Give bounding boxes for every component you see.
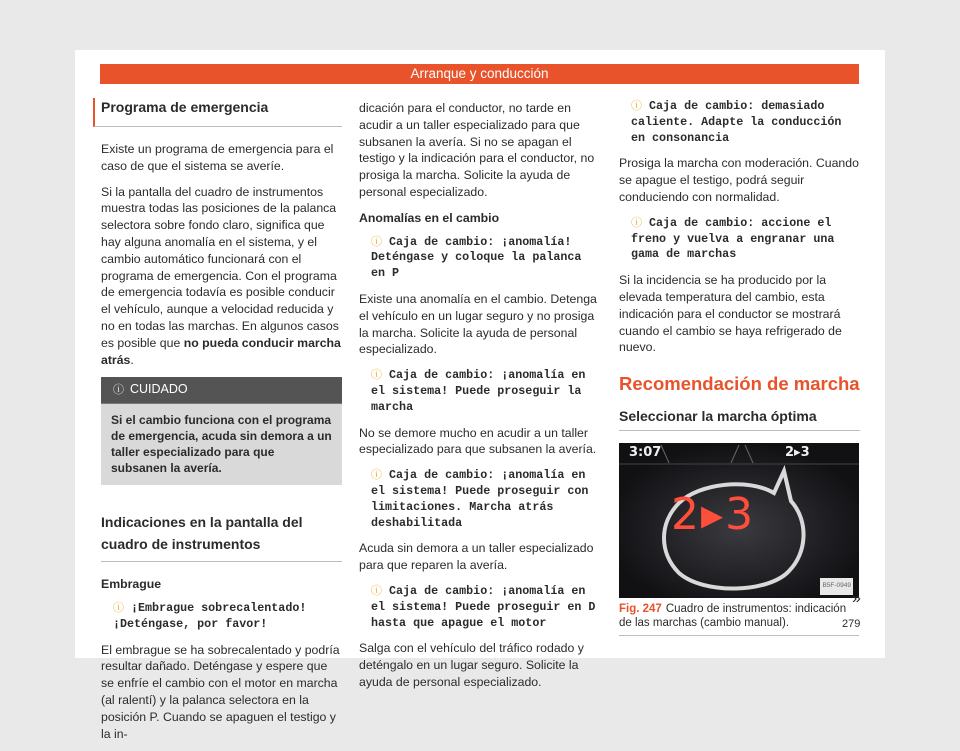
caution-box (101, 377, 342, 485)
warning-circle-icon: ⓘ (113, 383, 124, 397)
gear-indicator-large: 2▸3 (671, 488, 756, 540)
subheading-clutch: Embrague (101, 577, 162, 592)
driver-message: ⓘ Caja de cambio: demasiado caliente. Adapte la conducción en consonancia (631, 99, 842, 145)
paragraph: Si la incidencia se ha producido por la elevada temperatura del cambio, esta indicación para el conductor se mostrará cuando el cambio se haya refrigerado de nuevo. (619, 273, 842, 355)
paragraph: El embrague se ha sobrecalentado y podría resultar dañado. Deténgase y espere que se enfríe el cambio con el motor en marcha (al ralentí) y la palanca selectora en la posición P. Cuando se apaguen el testigo y la in- (101, 642, 340, 741)
figure-caption: Fig. 247 Cuadro de instrumentos: indicación de las marchas (cambio manual). (619, 602, 847, 630)
bold-text: no pueda conducir marcha atrás (101, 335, 341, 367)
warning-circle-icon: ⓘ (371, 583, 382, 597)
time-readout: 3:07 (629, 444, 662, 460)
paragraph: Si la pantalla del cuadro de instrumentos muestra todas las posiciones de la palanca selectora sobre fondo claro, significa que hay alguna anomalía en el sistema, y el cambio automático funcionará con el programa de emergencia. Con el programa de emergencia todavía es posible conducir el vehículo, aunque a velocidad reducida y no en todas las marchas. En algunos casos es posible que no pueda conducir marcha atrás. (101, 184, 341, 367)
driver-message: ⓘ Caja de cambio: accione el freno y vuelva a engranar una gama de marchas (631, 215, 835, 262)
column-3 (619, 98, 860, 636)
caution-text: Si el cambio funciona con el programa de emergencia, acuda sin demora a un taller especializado para que subsanen la avería. (101, 404, 342, 485)
paragraph: Acuda sin demora a un taller especializado para que reparen la avería. (359, 541, 594, 573)
subheading-optimal-gear: Seleccionar la marcha óptima (619, 408, 860, 431)
driver-message: ⓘ Caja de cambio: ¡anomalía en el sistema! Puede proseguir en D hasta que apague el motor (371, 583, 596, 630)
warning-circle-icon: ⓘ (631, 215, 642, 229)
section-heading-gear-recommendation: Recomendación de marcha (619, 373, 860, 395)
warning-circle-icon: ⓘ (113, 600, 124, 614)
figure-label: Fig. 247 (619, 602, 662, 615)
figure (619, 443, 859, 636)
section-heading-display: Indicaciones en la pantalla del cuadro de instrumentos (101, 511, 342, 562)
warning-circle-icon: ⓘ (371, 368, 382, 382)
continued-marker: » (852, 590, 861, 607)
driver-message: ⓘ Caja de cambio: ¡anomalía en el sistema! Puede proseguir la marcha (371, 368, 586, 414)
subheading-gearbox-faults: Anomalías en el cambio (359, 210, 500, 225)
caution-header: ⓘ CUIDADO (101, 377, 342, 404)
column-2 (359, 100, 600, 700)
driver-message: ⓘ Caja de cambio: ¡anomalía! Deténgase y coloque la palanca en P (371, 234, 582, 281)
paragraph: Existe una anomalía en el cambio. Detenga el vehículo en un lugar seguro y no prosiga la marcha. Solicite la ayuda de personal especializado. (359, 291, 597, 357)
paragraph: dicación para el conductor, no tarde en acudir a un taller especializado para que subsanen la avería. Si no se apagan el testigo y la indicación para el conductor, no prosiga la marcha. Solicite la ayuda de personal especializado. (359, 101, 595, 199)
paragraph: Existe un programa de emergencia para el caso de que el sistema se averíe. (101, 142, 334, 173)
driver-message: ⓘ ¡Embrague sobrecalentado! ¡Deténgase, por favor! (113, 600, 307, 631)
driver-message: ⓘ Caja de cambio: ¡anomalía en el sistema! Puede proseguir con limitaciones. Marcha atrás deshabilitada (371, 468, 589, 530)
page-number: 279 (842, 618, 861, 630)
chapter-banner: Arranque y conducción (100, 64, 859, 84)
section-heading-emergency: Programa de emergencia (93, 98, 342, 127)
paragraph: Salga con el vehículo del tráfico rodado y deténgalo en un lugar seguro. Solicite la ayuda de personal especializado. (359, 641, 584, 689)
figure-code: B5F-0949 (820, 578, 853, 595)
instrument-cluster-image (619, 443, 859, 598)
gear-indicator-small: 2▸3 (785, 444, 810, 460)
paragraph: No se demore mucho en acudir a un taller especializado para que subsanen la avería. (359, 425, 597, 457)
warning-circle-icon: ⓘ (371, 234, 382, 248)
paragraph: Prosiga la marcha con moderación. Cuando se apague el testigo, podrá seguir conduciendo con normalidad. (619, 156, 859, 204)
warning-circle-icon: ⓘ (631, 99, 642, 112)
column-1 (101, 98, 342, 751)
warning-circle-icon: ⓘ (371, 468, 382, 482)
